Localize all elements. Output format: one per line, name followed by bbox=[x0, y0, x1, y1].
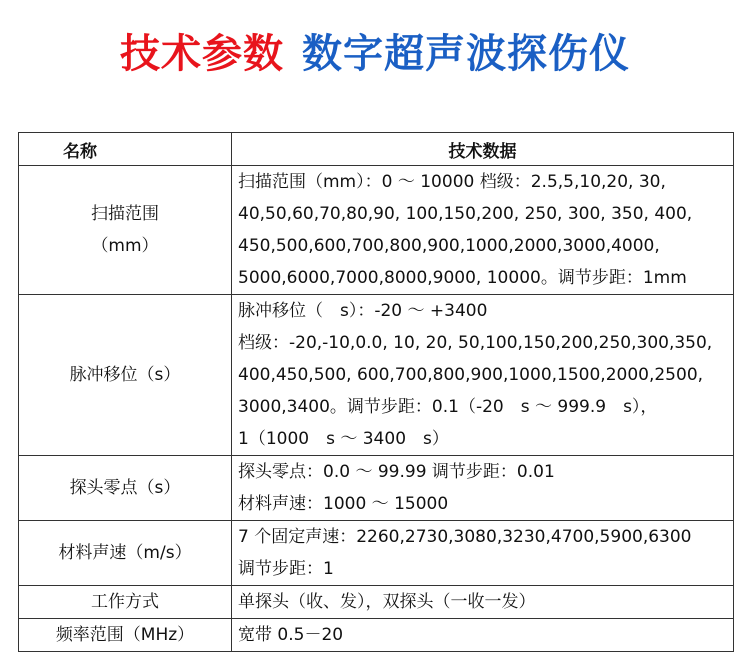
row-data-line: 宽带 0.5－20 bbox=[238, 625, 344, 645]
row-name bbox=[19, 619, 232, 652]
row-data bbox=[232, 619, 734, 652]
row-name-line: 扫描范围 bbox=[91, 204, 159, 224]
row-data bbox=[232, 521, 734, 586]
title-part-2: 数字超声波探伤仪 bbox=[302, 31, 630, 77]
row-data-line: 3000,3400。调节步距：0.1（-20 s ～ 999.9 s）， bbox=[238, 397, 658, 417]
row-name bbox=[19, 166, 232, 295]
row-data-line: 调节步距：1 bbox=[238, 559, 334, 579]
row-data-line: 5000,6000,7000,8000,9000, 10000。调节步距：1mm bbox=[238, 268, 687, 288]
row-data-line: 脉冲移位（ s）：-20 ～ +3400 bbox=[238, 301, 488, 321]
table-row bbox=[19, 166, 734, 295]
table-row bbox=[19, 295, 734, 456]
row-name-line: 探头零点（s） bbox=[69, 478, 181, 498]
row-data bbox=[232, 586, 734, 619]
row-data-line: 档级：-20,-10,0.0, 10, 20, 50,100,150,200,250,300,350, bbox=[238, 333, 713, 353]
column-header-data: 技术数据 bbox=[232, 133, 734, 166]
table-row bbox=[19, 586, 734, 619]
row-data bbox=[232, 295, 734, 456]
row-data-line: 材料声速：1000 ～ 15000 bbox=[238, 494, 449, 514]
row-name-line: 工作方式 bbox=[91, 592, 159, 612]
column-header-name: 名称 bbox=[19, 133, 232, 166]
table-row bbox=[19, 619, 734, 652]
row-data-line: 1（1000 s ～ 3400 s） bbox=[238, 429, 449, 449]
spec-table bbox=[18, 132, 734, 652]
row-name-line: 脉冲移位（s） bbox=[69, 365, 181, 385]
row-data-line: 探头零点：0.0 ～ 99.99 调节步距：0.01 bbox=[238, 462, 555, 482]
row-name bbox=[19, 456, 232, 521]
row-data-line: 40,50,60,70,80,90, 100,150,200, 250, 300, 350, 400, bbox=[238, 204, 693, 224]
row-data bbox=[232, 166, 734, 295]
row-data-line: 400,450,500, 600,700,800,900,1000,1500,2000,2500, bbox=[238, 365, 704, 385]
table-row bbox=[19, 456, 734, 521]
row-data-line: 450,500,600,700,800,900,1000,2000,3000,4000, bbox=[238, 236, 660, 256]
row-name-line: （mm） bbox=[91, 236, 159, 256]
row-name bbox=[19, 521, 232, 586]
title-part-1: 技术参数 bbox=[120, 31, 284, 77]
table-row bbox=[19, 521, 734, 586]
page-title bbox=[0, 26, 750, 82]
row-name-line: 材料声速（m/s） bbox=[58, 543, 192, 563]
row-name-line: 频率范围（MHz） bbox=[55, 625, 195, 645]
row-name bbox=[19, 586, 232, 619]
row-data-line: 7 个固定声速：2260,2730,3080,3230,4700,5900,6300 bbox=[238, 527, 692, 547]
row-data-line: 扫描范围（mm）：0 ～ 10000 档级：2.5,5,10,20, 30, bbox=[238, 172, 666, 192]
row-data-line: 单探头（收、发），双探头（一收一发） bbox=[238, 592, 536, 612]
table-header-row bbox=[19, 133, 734, 166]
row-data bbox=[232, 456, 734, 521]
row-name bbox=[19, 295, 232, 456]
